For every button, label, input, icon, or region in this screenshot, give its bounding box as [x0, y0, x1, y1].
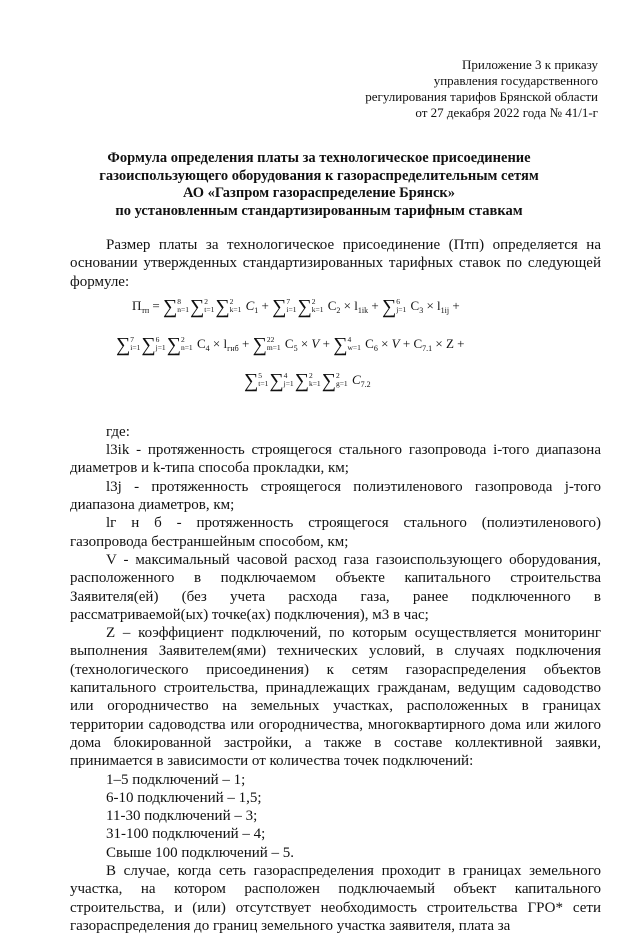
formula-c72-sub: 7.2 — [360, 379, 371, 389]
header-line: управления государственного — [433, 73, 598, 88]
title-line: АО «Газпром газораспределение Брянск» — [182, 185, 456, 202]
definition-lgnb: lг н б - протяженность строящегося стального (полиэтиленового) газопровода бестраншейным способом, км; — [70, 515, 601, 550]
list-item: 1–5 подключений – 1; — [106, 771, 246, 788]
closing-paragraph: В случае, когда сеть газораспределения проходит в границах земельного участка, на котором расположен подключаемый объект капитального строительства, и (или) отсутствует необходимость строительства ГРО* сети газораспределения до границ земельного участка заявителя, плата за — [70, 863, 601, 934]
formula-c6-sub: 6 — [373, 343, 378, 353]
tariff-formula — [70, 291, 601, 401]
list-item: Свыше 100 подключений – 5. — [106, 844, 295, 861]
where-label: где: — [106, 423, 130, 440]
formula-l2: l — [437, 297, 441, 313]
formula-c71: C — [413, 335, 423, 351]
title-line: по установленным стандартизированным тарифным ставкам — [115, 202, 523, 219]
document-title — [60, 150, 578, 220]
header-line: от 27 декабря 2022 года № 41/1-г — [415, 105, 598, 120]
formula-l2-sub: 1ij — [440, 305, 450, 315]
formula-lhs-sub: тп — [141, 305, 150, 315]
formula-lhs: П — [132, 297, 142, 313]
formula-c5: C — [284, 335, 294, 351]
formula-plus: + — [452, 297, 460, 313]
formula-line-2: ∑7 i=1∑6 j=1∑2 n=1 $C_4 \times l_{гнб} + \sum 22$ m=1 $C_5 \times V + \sum 4$ w=1 $C_6 \times V + C_{7.1} \times Z$ + — [116, 333, 465, 356]
formula-lgnb-sub: гнб — [227, 343, 239, 353]
title-line: газоиспользующего оборудования к газораспределительным сетям — [99, 167, 539, 184]
list-item: 31-100 подключений – 4; — [106, 826, 266, 843]
formula-lgnb: l — [223, 335, 228, 351]
definition-z: Z – коэффициент подключений, по которым осуществляется мониторинг выполнения Заявителем(ями) технических условий, в случаях подключения (технологического присоединения) к сетям газораспределения объектов капитального строительства, принадлежащих гражданам, ведущим садоводство или огородничество на земельных участках, расположенных в границах территории садоводства или огородничества, многоквартирного дома или жилого дома блокированной застройки, а также в составе коллективной заявки, принимается в зависимости от количества точек подключений: — [70, 625, 601, 770]
list-item: 11-30 подключений – 3; — [106, 808, 258, 825]
formula-v: V — [391, 335, 400, 351]
intro-paragraph: Размер платы за технологическое присоединение (Птп) определяется на основании утвержденных стандартизированных тарифных ставок по следующей формуле: — [70, 237, 601, 290]
definition-l3ik: l3ik - протяженность строящегося стального газопровода i-того диапазона диаметров и k-типа способа прокладки, км; — [70, 442, 601, 477]
formula-v: V — [311, 335, 320, 351]
formula-c5-sub: 5 — [293, 343, 298, 353]
definition-v: V - максимальный часовой расход газа газоиспользующего оборудования, расположенного в подключаемом объекте капитального строительства Заявителя(ей) (без учета расхода газа, ранее подключенного в рассматриваемой(ых) точке(ах) подключения), м3 в час; — [70, 551, 601, 623]
appendix-header — [365, 57, 598, 121]
spacer — [70, 401, 601, 423]
definition-l3j: l3j - протяженность строящегося полиэтиленового газопровода j-того диапазона диаметров, км; — [70, 478, 601, 514]
formula-line-1: $П_{тп} = \sum 8$ n=1∑2 t=1∑2 k=1 $C_1 + \sum 7$ i=1∑2 k=1 $C_2 \times l_{1ik} + \sum 6$ j=1 $C_3 \times l_{1ij}$ + — [132, 295, 460, 318]
header-line: Приложение 3 к приказу — [461, 57, 598, 72]
formula-c2: C — [327, 297, 337, 313]
title-line: Формула определения платы за технологическое присоединение — [107, 150, 531, 166]
formula-c71-sub: 7.1 — [422, 343, 433, 353]
formula-line-3: ∑5 t=1∑4 j=1∑2 k=1∑2 g=1 $C_{7.2}$ — [244, 369, 371, 392]
formula-c72: C — [351, 371, 361, 387]
list-item: 6-10 подключений – 1,5; — [106, 789, 262, 806]
header-line: регулирования тарифов Брянской области — [365, 89, 598, 104]
formula-c4: C — [196, 335, 206, 351]
formula-c3: C — [410, 297, 420, 313]
formula-l1-sub: 1ik — [357, 305, 369, 315]
formula-c2-sub: 2 — [336, 305, 341, 315]
formula-c3-sub: 3 — [419, 305, 424, 315]
formula-z: Z — [445, 335, 454, 351]
formula-c1: C — [245, 297, 255, 313]
formula-c1-sub: 1 — [254, 305, 259, 315]
formula-l1: l — [354, 297, 358, 313]
formula-c6: C — [365, 335, 374, 351]
document-body — [70, 236, 601, 935]
formula-c4-sub: 4 — [205, 343, 210, 353]
